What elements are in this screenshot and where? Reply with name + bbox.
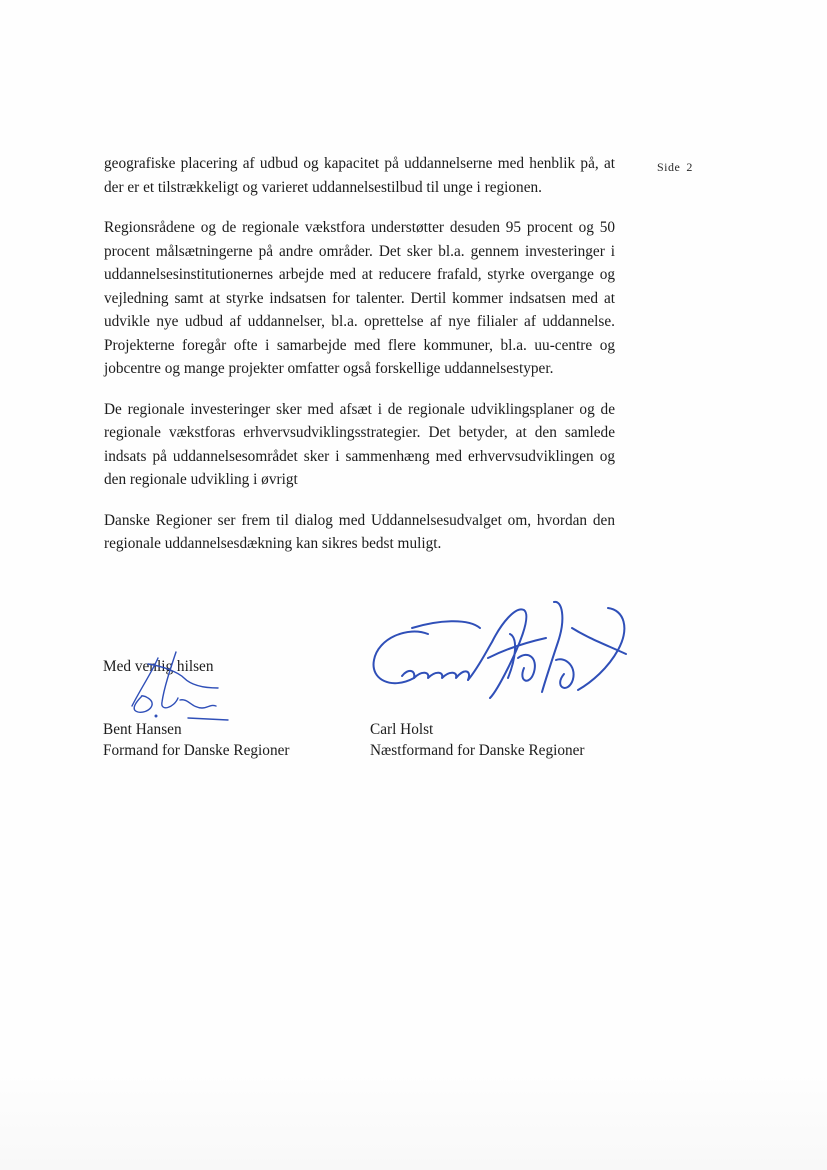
signatory-title: Næstformand for Danske Regioner: [370, 742, 585, 759]
signatory-right: [370, 719, 585, 761]
signatory-title: Formand for Danske Regioner: [103, 742, 290, 759]
scan-shadow: [0, 1070, 827, 1170]
signatory-left: [103, 719, 290, 761]
paragraph: De regionale investeringer sker med afsæt i de regionale udviklingsplaner og de regionale vækstforas erhvervsudviklingsstrategier. Det betyder, at den samlede indsats på uddannelsesområdet sker i sammenhæng med erhvervsudviklingen og den regionale udvikling i øvrigt: [104, 400, 615, 488]
paragraph: Danske Regioner ser frem til dialog med Uddannelsesudvalget om, hvordan den regionale uddannelsesdækning kan sikres bedst muligt.: [104, 511, 615, 552]
page-number-word: Side: [657, 160, 681, 174]
signatory-name: Carl Holst: [370, 721, 434, 738]
page-number: [657, 160, 693, 175]
paragraph: Regionsrådene og de regionale vækstfora understøtter desuden 95 procent og 50 procent målsætningerne på andre områder. Det sker bl.a. gennem investeringer i uddannelsesinstitutionernes arbejde med at reducere frafald, styrke overgange og vejledning samt at styrke indsatsen for talenter. Dertil kommer indsatsen med at udvikle nye udbud af uddannelser, bl.a. oprettelse af nye filialer af uddannelse. Projekterne foregår ofte i samarbejde med flere kommuner, bl.a. uu-centre og jobcentre og mange projekter omfatter også forskellige uddannelsestyper.: [104, 219, 615, 377]
paragraph: geografiske placering af udbud og kapacitet på uddannelserne med henblik på, at der er et tilstrækkeligt og varieret uddannelsestilbud til unge i regionen.: [104, 155, 615, 196]
signature-carl-holst: [368, 598, 634, 708]
signatory-name: Bent Hansen: [103, 721, 182, 738]
closing-greeting: Med venlig hilsen: [103, 658, 214, 675]
letter-body: [104, 152, 615, 573]
page-number-value: 2: [686, 160, 693, 174]
signature-bent-hansen: [118, 648, 238, 728]
